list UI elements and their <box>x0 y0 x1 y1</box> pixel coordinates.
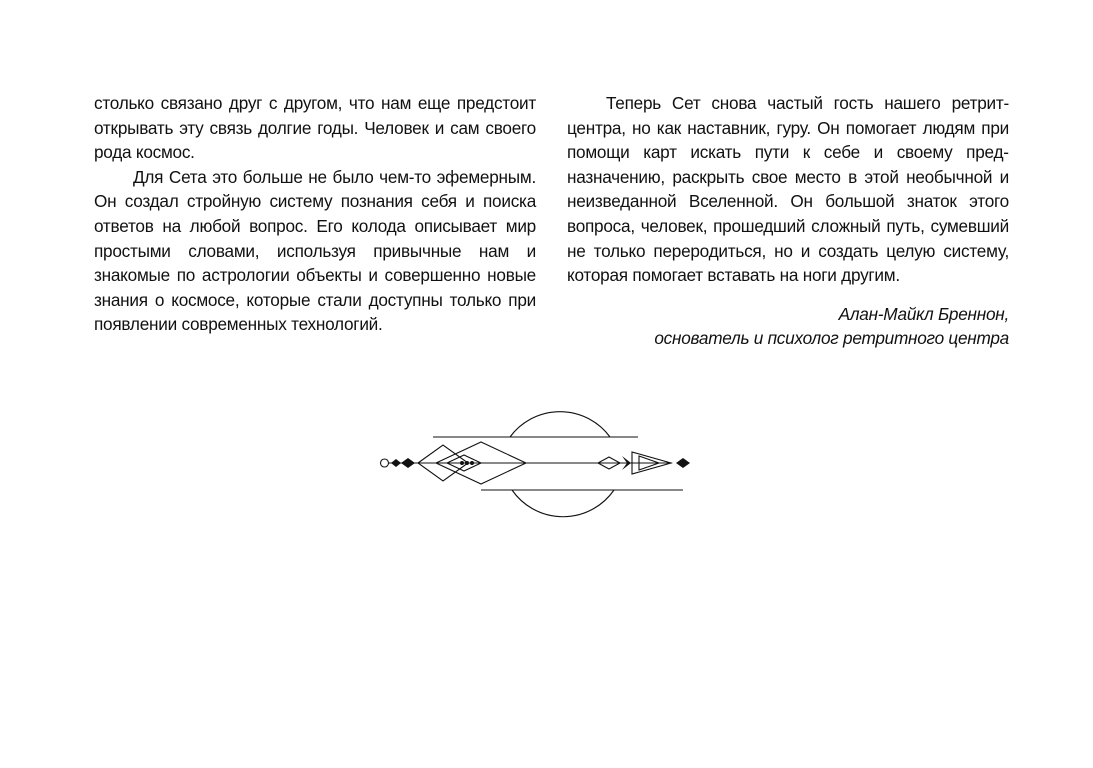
upper-arc <box>510 412 610 437</box>
inner-dot <box>465 461 469 465</box>
paragraph: Теперь Сет снова частый гость нашего ретрит-центра, но как наставник, гуру. Он помогает людям при помощи карт искать пути к себе и своему предназначению, раскрыть свое место в этой необычной и неизведанной Вселенной. Он большой знаток этого вопроса, человек, прошедший сложный путь, сумевший не только переродиться, но и создать целую систему, которая помогает вставать на ноги другим. <box>567 93 1009 286</box>
inner-dot <box>470 461 474 465</box>
tail-ring <box>381 459 389 467</box>
right-text-column <box>567 91 1009 351</box>
tail-diamond-large <box>401 458 415 468</box>
attribution-role: основатель и психолог ретритного центра <box>654 328 1009 349</box>
quote-attribution <box>567 302 1009 351</box>
paragraph: Для Сета это больше не было чем-то эфемерным. Он создал стройную систему познания себя и поиска ответов на любой вопрос. Его колода описывает мир простыми словами, используя привычные нам и знакомые по астрологии объекты и совершенно новые знания о космосе, которые стали доступны только при появлении современных технологий. <box>94 166 536 335</box>
lower-arc <box>512 490 614 517</box>
decorative-arrow-ornament-icon <box>370 405 700 530</box>
attribution-name: Алан-Майкл Бреннон, <box>838 303 1009 324</box>
tip-diamond <box>676 458 690 468</box>
left-text-column <box>94 91 536 337</box>
inner-dot <box>460 461 464 465</box>
paragraph: столько связано друг с другом, что нам еще предстоит открывать эту связь долгие годы. Человек и сам своего рода космос. <box>94 93 536 163</box>
tail-diamond <box>391 459 401 467</box>
